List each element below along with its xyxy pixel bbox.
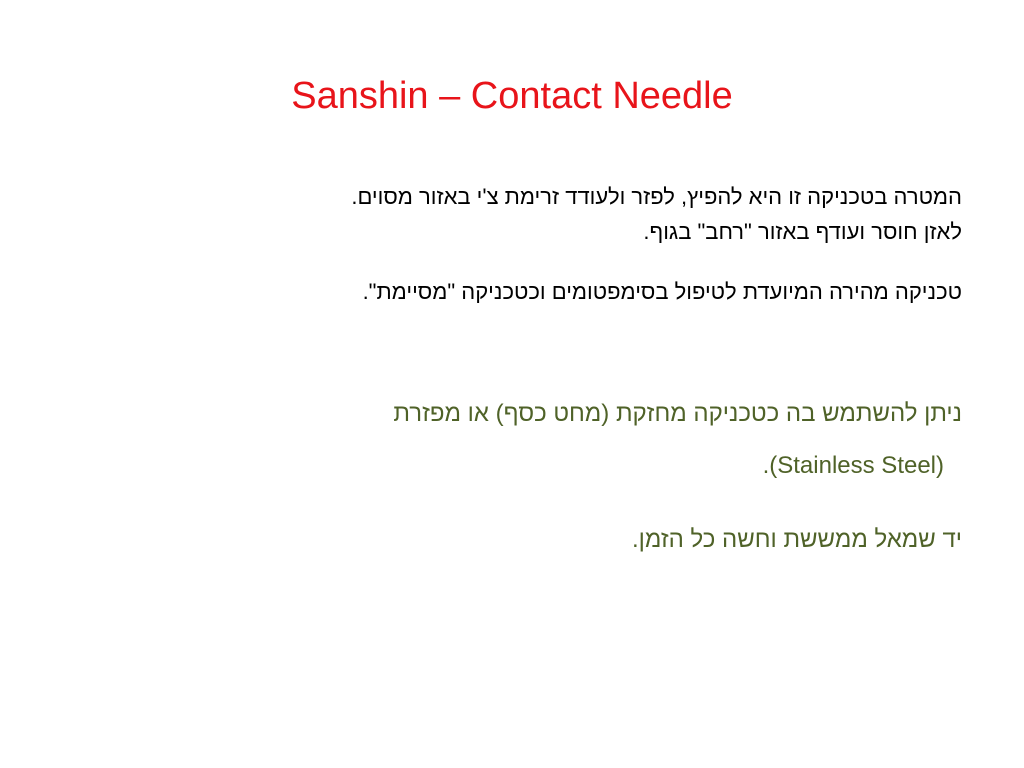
paragraph-left-hand-line-1: יד שמאל ממששת וחשה כל הזמן. [631,526,962,553]
paragraph-goal-line-1: המטרה בטכניקה זו היא להפיץ, לפזר ולעודד זרימת צ'י באזור מסוים. [351,184,962,209]
paragraph-needle-type [82,397,962,483]
paragraph-technique [82,277,962,307]
slide-body [82,182,962,557]
slide-title: Sanshin – Contact Needle [291,75,733,117]
paragraph-needle-type-line-2: .(Stainless Steel) [762,452,944,479]
paragraph-goal [82,182,962,247]
paragraph-left-hand [82,523,962,557]
paragraph-technique-line-1: טכניקה מהירה המיועדת לטיפול בסימפטומים וכטכניקה "מסיימת". [362,279,962,304]
paragraph-needle-type-line-1: ניתן להשתמש בה כטכניקה מחזקת (מחט כסף) או מפזרת [393,400,962,427]
spacer [82,247,962,277]
spacer [82,483,962,523]
spacer [82,307,962,397]
paragraph-goal-line-2: לאזן חוסר ועודף באזור "רחב" בגוף. [643,219,962,244]
